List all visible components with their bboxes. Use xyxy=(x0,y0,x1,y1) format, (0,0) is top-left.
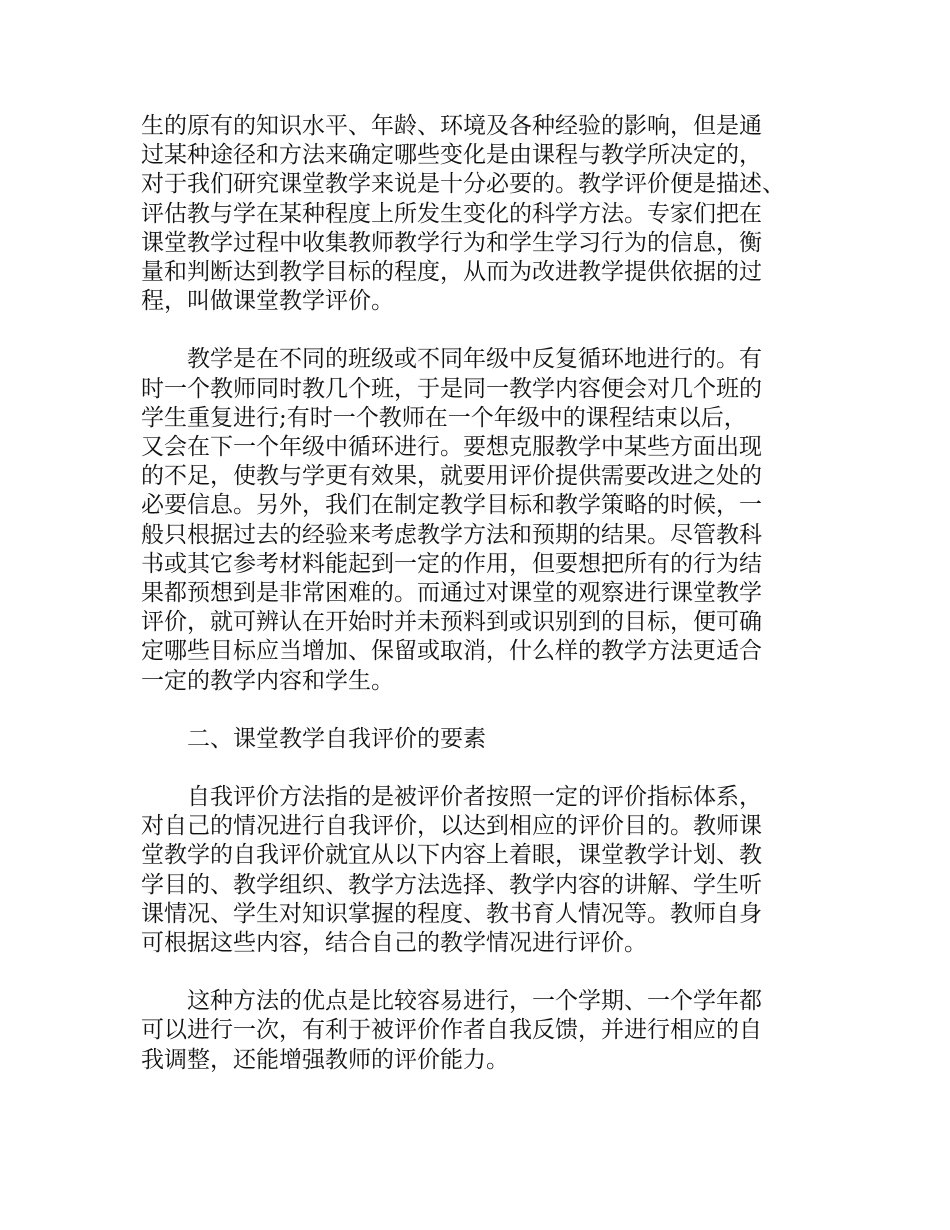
text-line: 这种方法的优点是比较容易进行，一个学期、一个学年都 xyxy=(141,988,762,1015)
text-line: 评估教与学在某种程度上所发生变化的科学方法。专家们把在 xyxy=(141,200,762,227)
text-line: 我调整，还能增强教师的评价能力。 xyxy=(141,1046,509,1073)
paragraph-2 xyxy=(141,345,831,695)
text-line: 生的原有的知识水平、年龄、环境及各种经验的影响，但是通 xyxy=(141,113,762,139)
text-line: 学目的、教学组织、教学方法选择、教学内容的讲解、学生听 xyxy=(141,871,762,898)
text-line: 堂教学的自我评价就宜从以下内容上着眼，课堂教学计划、教 xyxy=(141,842,762,869)
text-line: 过某种途径和方法来确定哪些变化是由课程与教学所决定的， xyxy=(141,142,762,169)
text-line: 对于我们研究课堂教学来说是十分必要的。教学评价便是描述、 xyxy=(141,171,785,198)
paragraph-1 xyxy=(141,112,831,316)
text-line: 一定的教学内容和学生。 xyxy=(141,667,394,694)
section-heading xyxy=(141,725,831,754)
text-line: 书或其它参考材料能起到一定的作用，但要想把所有的行为结 xyxy=(141,550,762,577)
text-line: 程，叫做课堂教学评价。 xyxy=(141,288,394,315)
text-line: 又会在下一个年级中循环进行。要想克服教学中某些方面出现 xyxy=(141,434,762,461)
text-line: 对自己的情况进行自我评价，以达到相应的评价目的。教师课 xyxy=(141,813,762,840)
text-line: 评价，就可辨认在开始时并未预料到或识别到的目标，便可确 xyxy=(141,609,762,636)
text-line: 果都预想到是非常困难的。而通过对课堂的观察进行课堂教学 xyxy=(141,580,762,607)
text-line: 可以进行一次，有利于被评价作者自我反馈，并进行相应的自 xyxy=(141,1017,762,1044)
document-body xyxy=(141,112,831,1104)
text-line: 学生重复进行;有时一个教师在一个年级中的课程结束以后， xyxy=(141,404,747,431)
paragraph-4 xyxy=(141,987,831,1075)
text-line: 般只根据过去的经验来考虑教学方法和预期的结果。尽管教科 xyxy=(141,521,762,548)
text-line: 自我评价方法指的是被评价者按照一定的评价指标体系， xyxy=(141,784,762,811)
text-line: 定哪些目标应当增加、保留或取消，什么样的教学方法更适合 xyxy=(141,638,762,665)
text-line: 的不足，使教与学更有效果，就要用评价提供需要改进之处的 xyxy=(141,463,762,490)
heading-line: 二、课堂教学自我评价的要素 xyxy=(141,725,486,752)
text-line: 量和判断达到教学目标的程度，从而为改进教学提供依据的过 xyxy=(141,259,762,286)
text-line: 课堂教学过程中收集教师教学行为和学生学习行为的信息，衡 xyxy=(141,229,762,256)
text-line: 可根据这些内容，结合自己的教学情况进行评价。 xyxy=(141,930,647,957)
text-line: 时一个教师同时教几个班，于是同一教学内容便会对几个班的 xyxy=(141,375,762,402)
text-line: 教学是在不同的班级或不同年级中反复循环地进行的。有 xyxy=(141,346,762,373)
text-line: 必要信息。另外，我们在制定教学目标和教学策略的时候，一 xyxy=(141,492,762,519)
paragraph-3 xyxy=(141,783,831,958)
text-line: 课情况、学生对知识掌握的程度、教书育人情况等。教师自身 xyxy=(141,900,762,927)
